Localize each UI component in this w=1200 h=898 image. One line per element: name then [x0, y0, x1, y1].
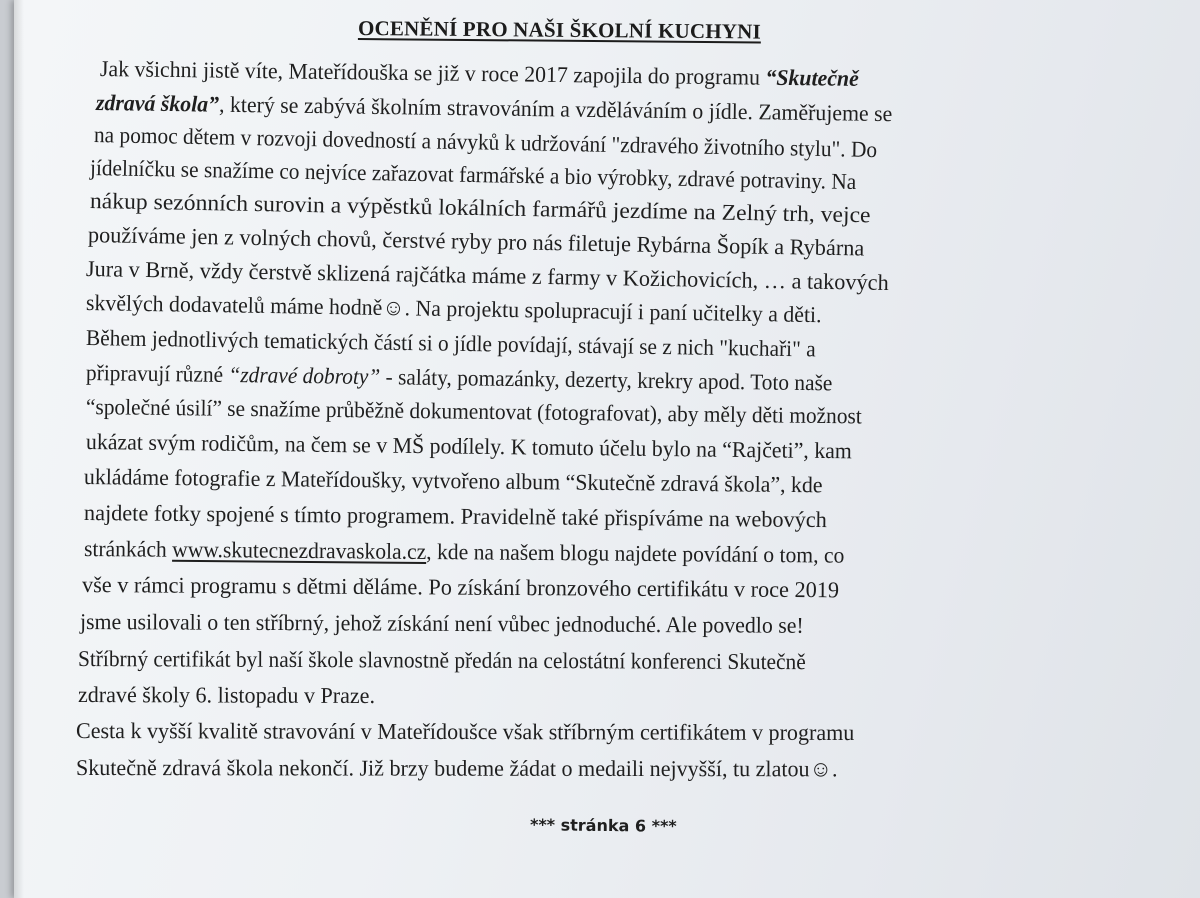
- text-line-20: Cesta k vyšší kvalitě stravování v Mateřídoušce však stříbrným certifikátem v programu: [75, 718, 855, 746]
- text-line-15: [84, 538, 845, 567]
- text-line-17: jsme usilovali o ten stříbrný, jehož získání není vůbec jednoduché. Ale povedlo se!: [79, 609, 804, 638]
- text-line-9: Během jednotlivých tematických částí si o jídle povídají, stávají se z nich "kuchaři" a: [85, 325, 816, 362]
- text-line-5: nákup sezónních surovin a výpěstků lokálních farmářů jezdíme na Zelný trh, vejce: [89, 188, 871, 228]
- text-line-4: jídelníčku se snažíme co nejvíce zařazovat farmářské a bio výrobky, zdravé potraviny. Na: [89, 155, 857, 195]
- text-line-10: [86, 362, 833, 395]
- text-line-15-start: stránkách: [83, 536, 173, 562]
- text-line-10-end: - saláty, pomazánky, dezerty, krekry apod. Toto naše: [380, 364, 833, 396]
- website-link[interactable]: www.skutecnezdravaskola.cz: [172, 536, 427, 564]
- text-line-21: Skutečně zdravá škola nekončí. Již brzy budeme žádat o medaili nejvyšší, tu zlatou☺.: [75, 755, 838, 782]
- program-name-part-2: zdravá škola”: [95, 90, 220, 117]
- text-line-19: zdravé školy 6. listopadu v Praze.: [77, 682, 376, 709]
- program-name-part-1: “Skutečně: [765, 64, 859, 91]
- document-page: [14, 0, 1200, 898]
- text-line-2: [96, 92, 893, 126]
- text-line-14: najdete fotky spojené s tímto programem. Pravidelně také přispíváme na webových: [83, 500, 828, 533]
- text-line-3: na pomoc dětem v rozvoji dovedností a návyků k udržování "zdravého životního stylu". Do: [93, 122, 878, 163]
- text-line-12: ukázat svým rodičům, na čem se v MŠ podílely. K tomuto účelu bylo na “Rajčeti”, kam: [85, 429, 853, 464]
- text-line-1: [100, 58, 859, 90]
- text-line-8: skvělých dodavatelů máme hodně☺. Na projektu spolupracují i paní učitelky a děti.: [85, 290, 822, 328]
- text-line-2-body: , který se zabývá školním stravováním a vzděláváním o jídle. Zaměřujeme se: [218, 91, 893, 127]
- text-line-16: vše v rámci programu s dětmi děláme. Po získání bronzového certifikátu v roce 2019: [81, 572, 840, 603]
- text-line-6: používáme jen z volných chovů, čerstvé ryby pro nás filetuje Rybárna Šopík a Rybárna: [87, 222, 865, 261]
- text-line-15-end: , kde na našem blogu najdete povídání o tom, co: [426, 538, 845, 568]
- article-title: OCENĚNÍ PRO NAŠI ŠKOLNÍ KUCHYNI: [357, 16, 762, 44]
- text-line-18: Stříbrný certifikát byl naší škole slavnostně předán na celostátní konferenci Skutečně: [77, 646, 806, 675]
- text-line-10-start: připravují různé: [85, 360, 229, 387]
- page-number-label: *** stránka 6 ***: [529, 815, 677, 836]
- text-line-1-body: Jak všichni jistě víte, Mateřídouška se již v roce 2017 zapojila do programu: [99, 56, 766, 90]
- text-line-11: “společné úsilí” se snažíme průběžně dokumentovat (fotografovat), aby měly děti možnost: [85, 394, 862, 429]
- healthy-treats-phrase: “zdravé dobroty”: [228, 361, 381, 390]
- text-line-7: Jura v Brně, vždy čerstvě sklizená rajčátka máme z farmy v Kožichovicích, … a takových: [85, 256, 889, 296]
- text-line-13: ukládáme fotografie z Mateřídoušky, vytvořeno album “Skutečně zdravá škola”, kde: [83, 464, 823, 498]
